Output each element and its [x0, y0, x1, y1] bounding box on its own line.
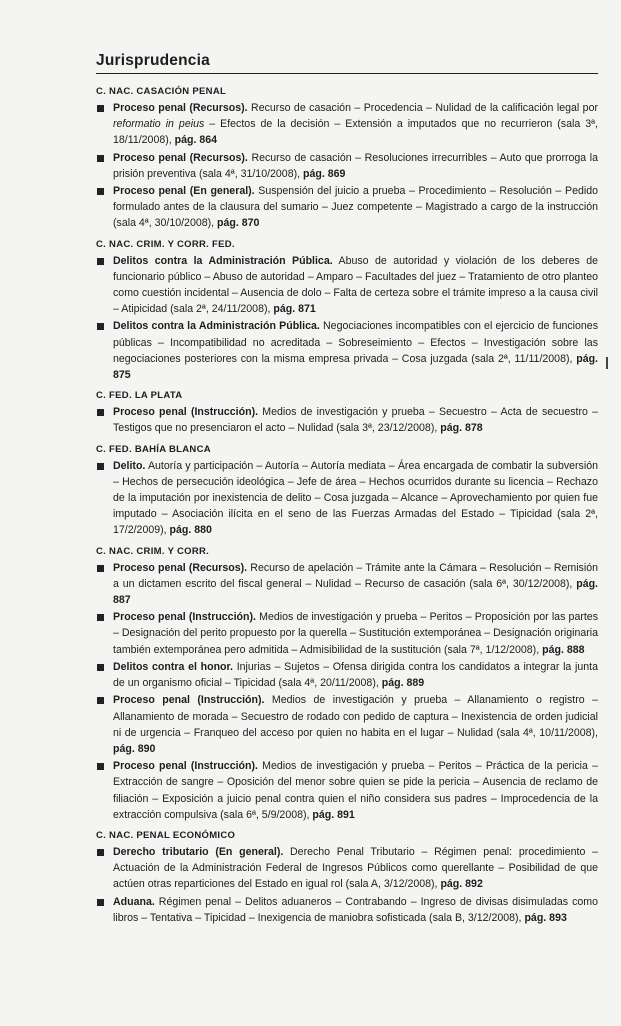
- entry-lead: Proceso penal (Recursos).: [113, 561, 248, 574]
- square-bullet-icon: [97, 763, 104, 770]
- page-reference: pág. 880: [169, 524, 212, 537]
- court-section: [96, 830, 598, 926]
- jurisprudence-entry: [96, 894, 598, 926]
- page-reference: pág. 878: [440, 422, 483, 435]
- court-heading: C. NAC. PENAL ECONÓMICO: [96, 829, 236, 841]
- jurisprudence-entry: [96, 318, 598, 383]
- square-bullet-icon: [97, 155, 104, 162]
- entry-lead: Aduana.: [113, 895, 155, 908]
- entry-lead: Proceso penal (Recursos).: [113, 102, 248, 114]
- entry-text: Medios de investigación y prueba – Peritos – Proposición por las partes – Designación del perito propuesto por la querella – Sustitución extemporánea – Designación originaria también extemporánea pero admitida – Admisibilidad de la sustitución (sala 7ª, 1/12/2008),: [113, 611, 598, 656]
- court-heading: C. NAC. CRIM. Y CORR. FED.: [96, 238, 235, 250]
- court-section: [96, 390, 598, 436]
- entry-italic: reformatio in peius: [113, 118, 205, 131]
- court-heading: C. FED. BAHÍA BLANCA: [96, 443, 211, 455]
- margin-mark: [606, 357, 608, 369]
- court-section: [96, 546, 598, 823]
- square-bullet-icon: [97, 697, 104, 704]
- entry-lead: Delitos contra el honor.: [113, 660, 234, 673]
- entry-text-cont: – Efectos de la decisión – Extensión a imputados que no recurrieron (sala 3ª, 18/11/2008),: [113, 118, 598, 147]
- entry-text: Injurias – Sujetos – Ofensa dirigida contra los candidatos a integrar la junta de un organismo oficial – Tipicidad (sala 4ª, 20/11/2008),: [113, 660, 598, 690]
- square-bullet-icon: [97, 105, 104, 112]
- entry-text: Recurso de apelación – Trámite ante la Cámara – Resolución – Remisión a un dictamen escrito del fiscal general – Nulidad – Recurso de casación (sala 6ª, 30/12/2008),: [113, 561, 598, 590]
- jurisprudence-entry: [96, 150, 598, 182]
- page-reference: pág. 870: [217, 217, 260, 230]
- page-reference: pág. 875: [113, 352, 598, 382]
- court-heading: C. NAC. CASACIÓN PENAL: [96, 86, 227, 97]
- document-page: [96, 52, 598, 933]
- square-bullet-icon: [97, 323, 104, 330]
- jurisprudence-entry: [96, 100, 598, 149]
- square-bullet-icon: [97, 614, 104, 621]
- entry-text: Negociaciones incompatibles con el ejercicio de funciones públicas – Incompatibilidad no acreditada – Sobreseimiento – Efectos – Investigación sobre las negociaciones posteriores con la misma empresa privada – Cosa juzgada (sala 2ª, 11/11/2008),: [113, 320, 598, 365]
- page-reference: pág. 888: [542, 643, 585, 656]
- entry-text: Régimen penal – Delitos aduaneros – Contrabando – Ingreso de divisas disimuladas como libros – Tentativa – Tipicidad – Inexigencia de maniobra sofisticada (sala B, 3/12/2008),: [113, 895, 598, 924]
- entry-text: Abuso de autoridad y violación de los deberes de funcionario público – Abuso de autoridad – Amparo – Facultades del juez – Tratamiento de otro planteo como cuestión incidental – Ausencia de dolo – Falta de certeza sobre el trámite impreso a la causa civil – Atipicidad (sala 2ª, 24/11/2008),: [113, 254, 598, 316]
- page-reference: pág. 892: [440, 878, 483, 891]
- jurisprudence-entry: [96, 458, 598, 539]
- jurisprudence-entry: [96, 404, 598, 436]
- page-reference: pág. 871: [273, 303, 316, 316]
- entry-lead: Derecho tributario (En general).: [113, 845, 284, 858]
- entry-lead: Delitos contra la Administración Pública.: [113, 254, 333, 267]
- entry-lead: Delito.: [113, 459, 146, 472]
- entry-text: Recurso de casación – Resoluciones irrecurribles – Auto que prorroga la prisión preventiva (sala 4ª, 31/10/2008),: [113, 151, 598, 180]
- entry-lead: Proceso penal (Recursos).: [113, 151, 248, 164]
- entry-lead: Proceso penal (Instrucción).: [113, 694, 265, 707]
- jurisprudence-entry: [96, 560, 598, 609]
- page-title: Jurisprudencia: [96, 52, 598, 74]
- court-section: [96, 239, 598, 384]
- page-reference: pág. 890: [113, 742, 156, 755]
- jurisprudence-entry: [96, 844, 598, 893]
- entry-text: Derecho Penal Tributario – Régimen penal: procedimiento – Actuación de la Administración Federal de Ingresos Públicos como querellante – Posibilidad de que actúen otras reparticiones del Estado en igual rol (sala A, 3/12/2008),: [113, 845, 598, 891]
- page-reference: pág. 893: [524, 911, 567, 924]
- entry-text: Medios de investigación y prueba – Peritos – Práctica de la pericia – Extracción de sangre – Oposición del menor sobre quien se pide la pericia – Ausencia de reclamo de filiación – Exposición a juicio penal contra quien el niño considera sus padres – Improcedencia de la extracción compulsiva (sala 6ª, 5/9/2008),: [113, 760, 598, 821]
- entry-lead: Proceso penal (En general).: [113, 185, 255, 198]
- jurisprudence-entry: [96, 253, 598, 318]
- square-bullet-icon: [97, 664, 104, 671]
- square-bullet-icon: [97, 899, 104, 906]
- court-section: [96, 86, 598, 232]
- page-reference: pág. 864: [174, 134, 218, 147]
- entry-text: Medios de investigación y prueba – Allanamiento o registro – Allanamiento de morada – Secuestro de rodado con pedido de captura – Inexistencia de orden judicial ni de urgencia – Franqueo del acceso por quien no habita en el lugar – Nulidad (sala 4ª, 10/11/2008),: [113, 694, 598, 739]
- square-bullet-icon: [97, 409, 104, 416]
- page-reference: pág. 869: [303, 167, 346, 180]
- square-bullet-icon: [97, 258, 104, 265]
- entry-lead: Proceso penal (Instrucción).: [113, 760, 258, 773]
- entry-text: Autoría y participación – Autoría – Autoría mediata – Área encargada de combatir la subversión – Hechos de persecución ideológica – Jefe de área – Hechos ocurridos durante su licencia – Rechazo de la imputación por inexistencia de delito – Cosa juzgada – Alcance – Aprovechamiento por quien fue imputado – Asociación ilícita en el seno de las Fuerzas Armadas del Estado – Tipicidad (sala 2ª, 17/2/2009),: [113, 459, 598, 537]
- entry-text: Medios de investigación y prueba – Secuestro – Acta de secuestro – Testigos que no presenciaron el acto – Nulidad (sala 3ª, 23/12/2008),: [113, 406, 598, 435]
- sections-container: [96, 86, 598, 926]
- entry-lead: Proceso penal (Instrucción).: [113, 406, 259, 419]
- square-bullet-icon: [97, 188, 104, 195]
- court-heading: C. FED. LA PLATA: [96, 390, 183, 402]
- entry-text: Suspensión del juicio a prueba – Procedimiento – Resolución – Pedido formulado antes de la clausura del sumario – Juez competente – Magistrado a cargo de la instrucción (sala 4ª, 30/10/2008),: [113, 185, 598, 230]
- square-bullet-icon: [97, 463, 104, 470]
- page-reference: pág. 889: [381, 677, 425, 690]
- square-bullet-icon: [97, 565, 104, 572]
- court-section: [96, 444, 598, 539]
- entry-lead: Proceso penal (Instrucción).: [113, 611, 256, 624]
- page-reference: pág. 891: [312, 808, 355, 821]
- jurisprudence-entry: [96, 692, 598, 757]
- square-bullet-icon: [97, 849, 104, 856]
- entry-lead: Delitos contra la Administración Pública.: [113, 320, 320, 333]
- jurisprudence-entry: [96, 183, 598, 232]
- jurisprudence-entry: [96, 609, 598, 658]
- page-reference: pág. 887: [113, 577, 598, 607]
- jurisprudence-entry: [96, 758, 598, 823]
- court-heading: C. NAC. CRIM. Y CORR.: [96, 545, 210, 557]
- jurisprudence-entry: [96, 659, 598, 691]
- entry-text: Recurso de casación – Procedencia – Nulidad de la calificación legal por: [247, 102, 598, 114]
